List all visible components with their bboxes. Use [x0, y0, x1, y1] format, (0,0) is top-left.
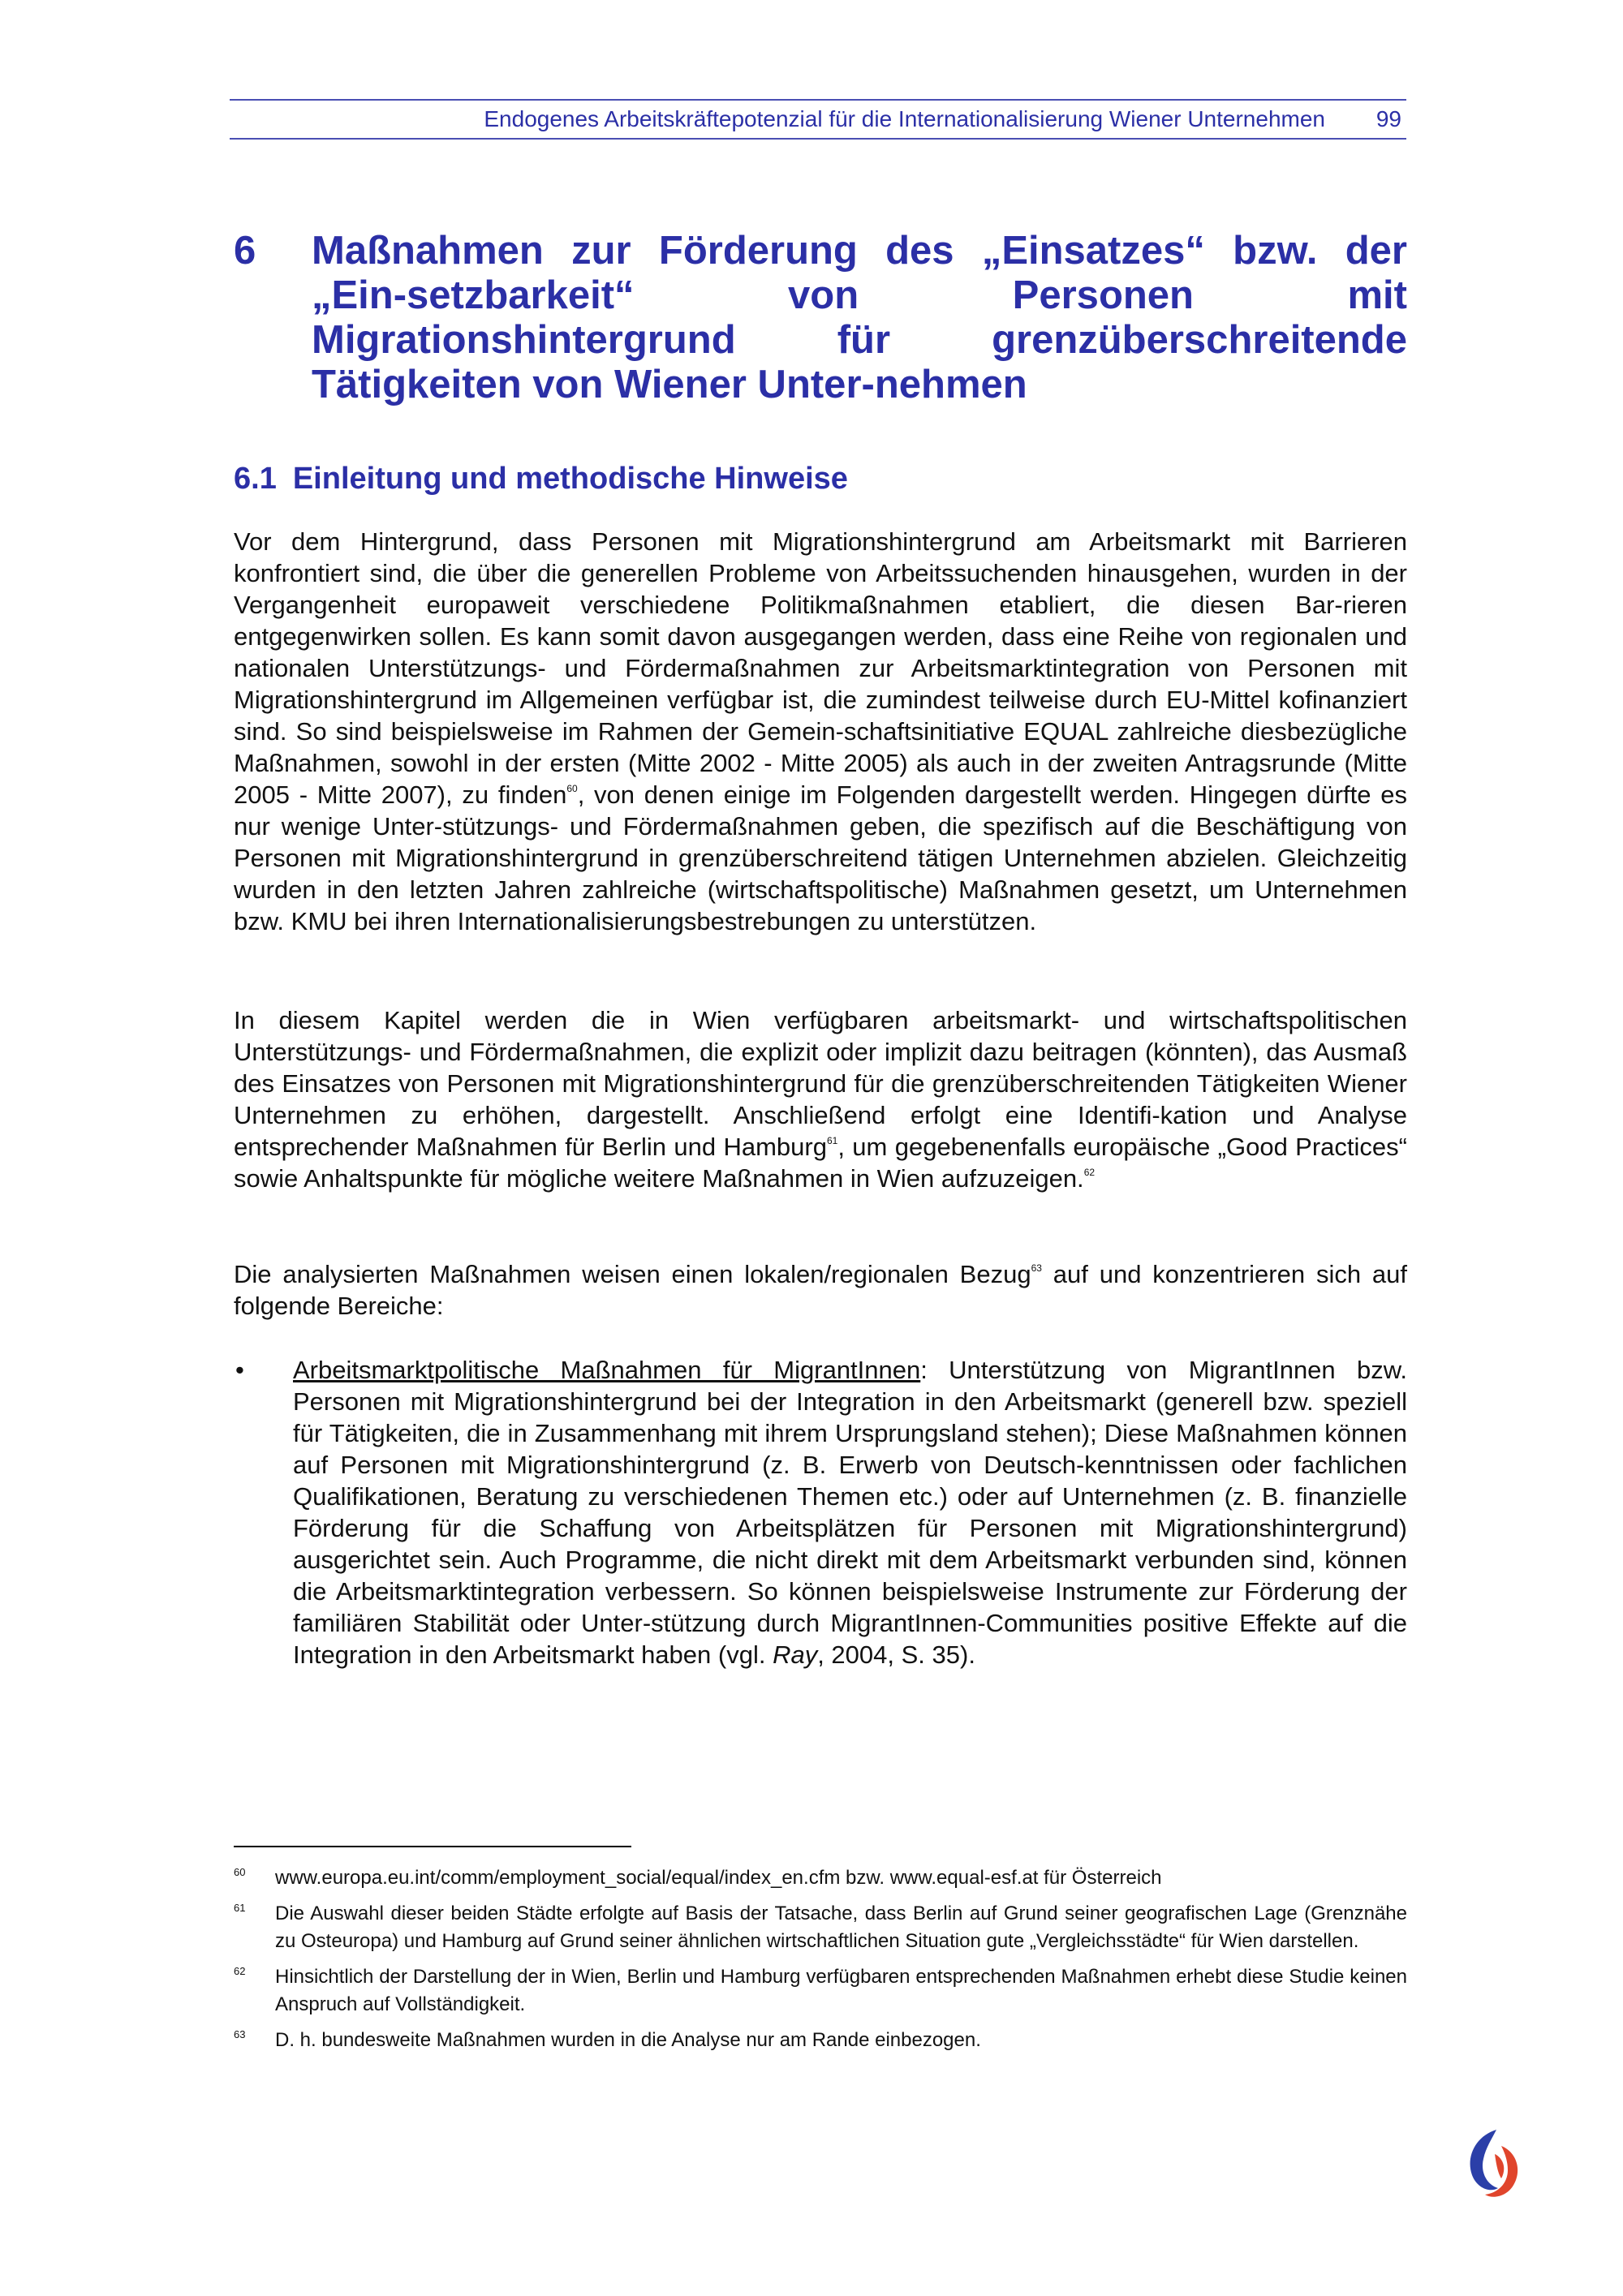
section-title: Einleitung und methodische Hinweise — [292, 462, 848, 496]
footnote-60 — [234, 1864, 1407, 1892]
paragraph-1 — [234, 526, 1407, 937]
paragraph-2 — [234, 1004, 1407, 1194]
footnote-mark: 63 — [234, 2028, 246, 2040]
footnote-text: Die Auswahl dieser beiden Städte erfolgte auf Basis der Tatsache, dass Berlin auf Grund seiner geografischen Lage (Grenznähe zu Osteuropa) und Hamburg auf Grund seiner ähnlichen wirtschaftlichen Situation gute „Vergleichsstädte“ für Wien darstellen. — [275, 1903, 1407, 1952]
bullet-heading: Arbeitsmarktpolitische Maßnahmen für MigrantInnen — [293, 1356, 921, 1384]
institute-logo-icon — [1461, 2122, 1526, 2203]
footnote-ref-60[interactable]: 60 — [566, 783, 578, 794]
bullet-body-b: , 2004, S. 35). — [817, 1640, 975, 1669]
footnote-ref-61[interactable]: 61 — [826, 1135, 838, 1146]
running-header — [230, 99, 1406, 140]
header-title: Endogenes Arbeitskräftepotenzial für die Internationalisierung Wiener Unternehmen — [484, 106, 1325, 131]
bullet-marker: • — [235, 1356, 244, 1384]
paragraph-2-text-a: In diesem Kapitel werden die in Wien verfügbaren arbeitsmarkt- und wirtschaftspolitischen Unterstützungs- und Fördermaßnahmen, die explizit oder implizit dazu beitragen (könnten), das Ausmaß des Einsatzes von Personen mit Migrationshintergrund für die grenzüberschreitenden Tätigkeiten Wiener Unternehmen zu erhöhen, dargestellt. Anschließend erfolgt eine Identifi-kation und Analyse entsprechender Maßnahmen für Berlin und Hamburg — [234, 1006, 1407, 1161]
footnote-text: Hinsichtlich der Darstellung der in Wien, Berlin und Hamburg verfügbaren entsprechenden Maßnahmen erhebt diese Studie keinen Anspruch auf Vollständigkeit. — [275, 1966, 1407, 2015]
section-heading — [234, 456, 848, 501]
paragraph-2-text-b: , um gegebenenfalls europäische „Good Practices“ sowie Anhaltspunkte für mögliche weitere Maßnahmen in Wien aufzuzeigen. — [234, 1133, 1407, 1193]
citation-author: Ray — [773, 1640, 818, 1669]
footnote-text: D. h. bundesweite Maßnahmen wurden in die Analyse nur am Rande einbezogen. — [275, 2029, 981, 2051]
footnote-separator — [234, 1846, 631, 1847]
page-number: 99 — [1375, 106, 1401, 131]
footnote-62 — [234, 1963, 1407, 2019]
chapter-title: Maßnahmen zur Förderung des „Einsatzes“ bzw. der „Ein-setzbarkeit“ von Personen mit Migrationshintergrund für grenzüberschreitende Tätigkeiten von Wiener Unter-nehmen — [312, 229, 1407, 406]
bullet-list-item — [234, 1354, 1407, 1670]
bullet-body-a: : Unterstützung von MigrantInnen bzw. Personen mit Migrationshintergrund bei der Integration in den Arbeitsmarkt (generell bzw. speziell für Tätigkeiten, die in Zusammenhang mit ihrem Ursprungsland stehen); Diese Maßnahmen können auf Personen mit Migrationshintergrund (z. B. Erwerb von Deutsch-kenntnissen oder fachlichen Qualifikationen, Beratung zu verschiedenen Themen etc.) oder auf Unternehmen (z. B. finanzielle Förderung für die Schaffung von Arbeitsplätzen für Personen mit Migrationshintergrund) ausgerichtet sein. Auch Programme, die nicht direkt mit dem Arbeitsmarkt verbunden sind, können die Arbeitsmarktintegration verbessern. So können beispielsweise Instrumente zur Förderung der familiären Stabilität oder Unter-stützung durch MigrantInnen-Communities positive Effekte auf die Integration in den Arbeitsmarkt haben (vgl. — [293, 1356, 1407, 1669]
logo-blue-swoosh — [1470, 2130, 1498, 2190]
paragraph-3 — [234, 1258, 1407, 1322]
paragraph-3-text-a: Die analysierten Maßnahmen weisen einen lokalen/regionalen Bezug — [234, 1260, 1031, 1288]
footnote-mark: 62 — [234, 1965, 246, 1977]
logo-red-swoosh-inner — [1495, 2154, 1504, 2178]
footnote-mark: 61 — [234, 1902, 246, 1914]
chapter-number: 6 — [234, 229, 256, 273]
paragraph-1-text-a: Vor dem Hintergrund, dass Personen mit Migrationshintergrund am Arbeitsmarkt mit Barrieren konfrontiert sind, die über die generellen Probleme von Arbeitssuchenden hinausgehen, wurden in der Vergangenheit europaweit verschiedene Politikmaßnahmen etabliert, die diesen Bar-rieren entgegenwirken sollen. Es kann somit davon ausgegangen werden, dass eine Reihe von regionalen und nationalen Unterstützungs- und Fördermaßnahmen zur Arbeitsmarktintegration von Personen mit Migrationshintergrund im Allgemeinen verfügbar ist, die zumindest teilweise durch EU-Mittel kofinanziert sind. So sind beispielsweise im Rahmen der Gemein-schaftsinitiative EQUAL zahlreiche diesbezügliche Maßnahmen, sowohl in der ersten (Mitte 2002 - Mitte 2005) als auch in der zweiten Antragsrunde (Mitte 2005 - Mitte 2007), zu finden — [234, 527, 1407, 809]
footnote-63 — [234, 2027, 1407, 2054]
section-number: 6.1 — [234, 462, 277, 496]
footnote-ref-62[interactable]: 62 — [1083, 1167, 1096, 1178]
chapter-heading — [234, 229, 1407, 407]
footnotes — [234, 1864, 1407, 2062]
paragraph-3-text-b: auf und konzentrieren sich auf folgende Bereiche: — [234, 1260, 1407, 1320]
bullet-text — [293, 1354, 1407, 1670]
footnote-mark: 60 — [234, 1866, 246, 1878]
paragraph-1-text-b: , von denen einige im Folgenden dargestellt werden. Hingegen dürfte es nur wenige Unter-stützungs- und Fördermaßnahmen geben, die spezifisch auf die Beschäftigung von Personen mit Migrationshintergrund in grenzüberschreitend tätigen Unternehmen abzielen. Gleichzeitig wurden in den letzten Jahren zahlreiche (wirtschaftspolitische) Maßnahmen gesetzt, um Unternehmen bzw. KMU bei ihren Internationalisierungsbestrebungen zu unterstützen. — [234, 780, 1407, 935]
footnote-61 — [234, 1900, 1407, 1955]
footnote-ref-63[interactable]: 63 — [1031, 1262, 1042, 1274]
footnote-text: www.europa.eu.int/comm/employment_social/equal/index_en.cfm bzw. www.equal-esf.at für Österreich — [275, 1867, 1162, 1889]
